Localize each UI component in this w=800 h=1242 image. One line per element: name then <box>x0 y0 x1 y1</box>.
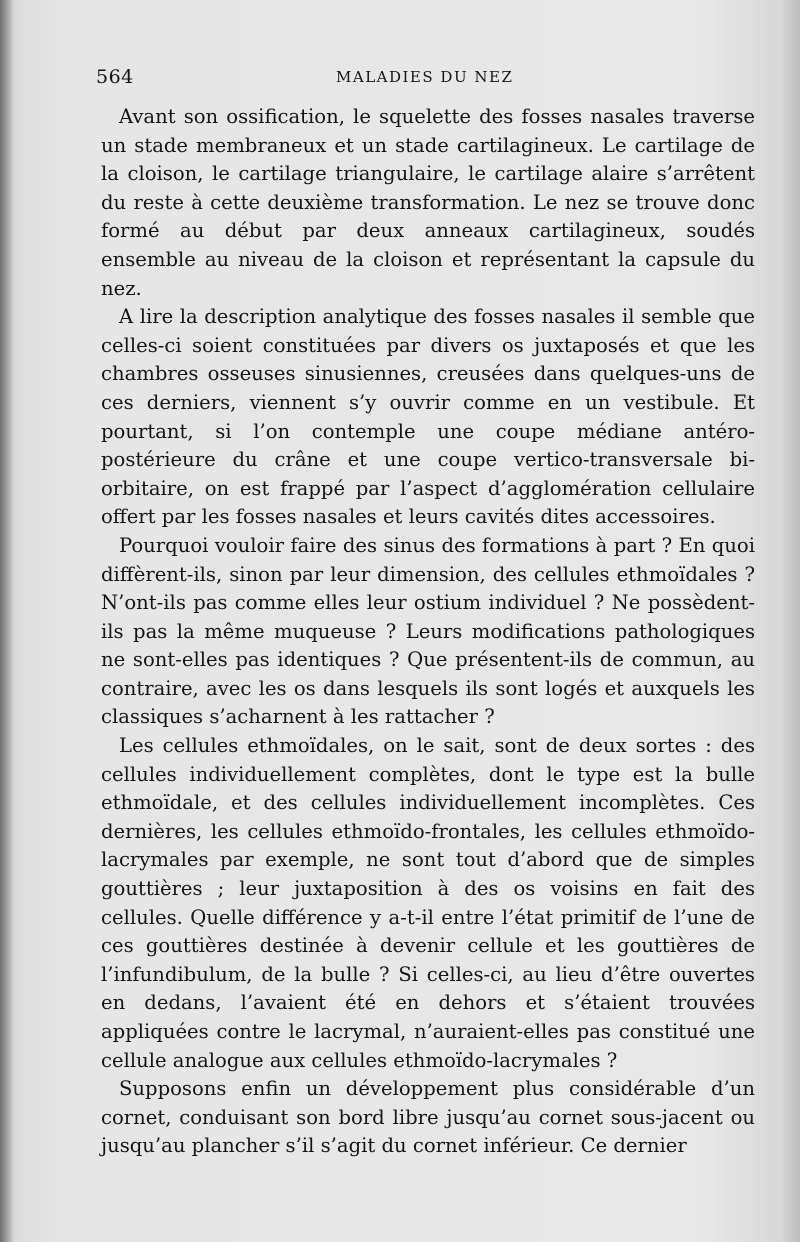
running-head: MALADIES DU NEZ <box>336 68 514 86</box>
page-header <box>96 66 756 92</box>
paragraph: Avant son ossification, le squelette des fosses nasales traverse un stade membraneux et un stade cartilagineux. Le cartilage de la cloison, le cartilage triangulaire, le cartilage alaire s’arrêtent du reste à cette deuxième transformation. Le nez se trouve donc formé au début par deux anneaux cartilagineux, soudés ensemble au niveau de la cloison et représentant la capsule du nez. <box>101 105 755 300</box>
page-gutter-shadow <box>0 0 14 1242</box>
page-number: 564 <box>96 66 134 88</box>
paragraph: Les cellules ethmoïdales, on le sait, sont de deux sortes : des cellules individuellement complètes, dont le type est la bulle ethmoïdale, et des cellules individuellement incomplètes. Ces dernières, les cellules ethmoïdo-frontales, les cellules ethmoïdo-lacrymales par exemple, ne sont tout d’abord que de simples gouttières ; leur juxtaposition à des os voisins en fait des cellules. Quelle différence y a-t-il entre l’état primitif de l’une de ces gouttières destinée à devenir cellule et les gouttières de l’infundibulum, de la bulle ? Si celles-ci, au lieu d’être ouvertes en dedans, l’avaient été en dehors et s’étaient trouvées appliquées contre le lacrymal, n’auraient-elles pas constitué une cellule analogue aux cellules ethmoïdo-lacrymales ? <box>101 734 755 1072</box>
paragraph: Pourquoi vouloir faire des sinus des formations à part ? En quoi diffèrent-ils, sinon par leur dimension, des cellules ethmoïdales ? N’ont-ils pas comme elles leur ostium individuel ? Ne possèdent-ils pas la même muqueuse ? Leurs modifications pathologiques ne sont-elles pas identiques ? Que présentent-ils de commun, au contraire, avec les os dans lesquels ils sont logés et auxquels les classiques s’acharnent à les rattacher ? <box>101 533 755 729</box>
paragraph: A lire la description analytique des fosses nasales il semble que celles-ci soient constituées par divers os juxtaposés et que les chambres osseuses sinusiennes, creusées dans quelques-uns de ces derniers, viennent s’y ouvrir comme en un vestibule. Et pourtant, si l’on contemple une coupe médiane antéro-postérieure du crâne et une coupe vertico-transversale bi-orbitaire, on est frappé par l’aspect d’agglomération cellulaire offert par les fosses nasales et leurs cavités dites accessoires. <box>101 305 755 529</box>
body-text <box>101 103 755 1161</box>
paragraph: Supposons enfin un développement plus considérable d’un cornet, conduisant son bord libre jusqu’au cornet sous-jacent ou jusqu’au plancher s’il s’agit du cornet inférieur. Ce dernier <box>101 1077 755 1158</box>
